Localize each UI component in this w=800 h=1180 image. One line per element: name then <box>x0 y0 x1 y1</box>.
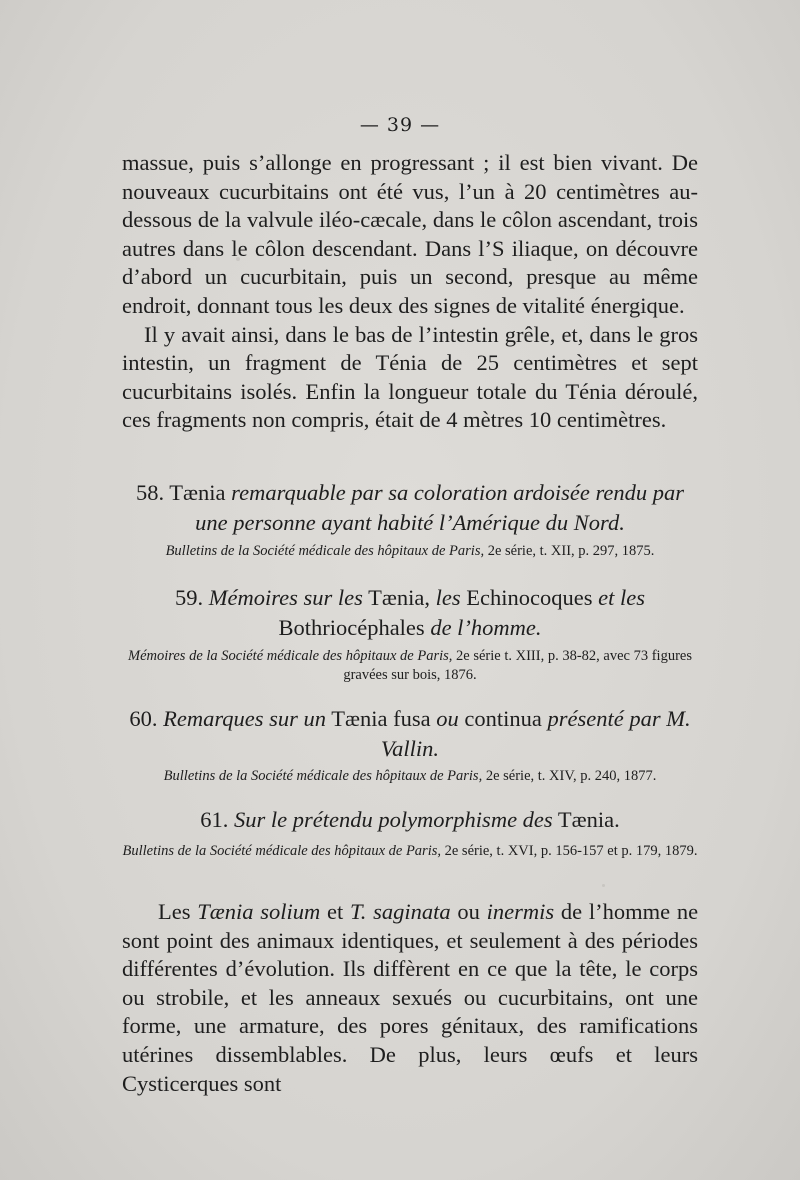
citation-journal: Bulletins de la Société médicale des hôpitaux de Paris, <box>122 843 441 859</box>
citation-details: 2e série, t. XVI, p. 156-157 et p. 179, 1879. <box>444 843 698 859</box>
top-paragraphs <box>122 149 698 435</box>
entry-text-italic: de l’homme. <box>430 615 542 640</box>
entry-text: Echinocoques <box>466 585 593 610</box>
entry-58-title <box>122 478 698 538</box>
entry-text-italic: Remarques sur un <box>163 706 327 731</box>
entry-text: Tænia <box>169 480 226 505</box>
bottom-paragraph <box>122 898 698 1098</box>
entry-text-italic: les <box>435 585 461 610</box>
entry-text: Tænia fusa <box>331 706 431 731</box>
paragraph: Il y avait ainsi, dans le bas de l’intestin grêle, et, dans le gros intestin, un fragment de Ténia de 25 centimètres et sept cucurbitains isolés. Enfin la longueur totale du Ténia déroulé, ces fragments non compris, était de 4 mètres 10 centimètres. <box>122 321 698 433</box>
citation-journal: Bulletins de la Société médicale des hôpitaux de Paris, <box>163 768 483 784</box>
page-number: — 39 — <box>359 114 441 136</box>
entry-text-italic: Sur le prétendu polymorphisme des <box>233 807 553 832</box>
entry-text: Tænia, <box>368 585 431 610</box>
entry-text: Tænia. <box>557 807 620 832</box>
entry-59-citation <box>122 647 698 685</box>
entry-text-italic: Mémoires sur les <box>208 585 363 610</box>
text-run: ou <box>457 899 480 924</box>
citation-details: 2e série t. XIII, p. 38-82, avec 73 figures gravées sur bois, 1876. <box>343 648 692 683</box>
species-name: inermis <box>486 899 555 924</box>
entry-60-citation <box>122 767 698 786</box>
entry-number: 59. <box>175 585 204 610</box>
citation-details: 2e série, t. XIV, p. 240, 1877. <box>485 768 657 784</box>
entry-number: 60. <box>129 706 158 731</box>
citation-details: 2e série, t. XII, p. 297, 1875. <box>487 543 655 559</box>
entry-61-citation <box>122 842 698 861</box>
entry-59-title <box>122 583 698 643</box>
entry-text: continua <box>464 706 542 731</box>
species-name: T. saginata <box>349 899 451 924</box>
entry-58-citation <box>122 542 698 561</box>
entry-text: Bothriocéphales <box>278 615 425 640</box>
species-name: Tænia solium <box>197 899 321 924</box>
text-run: de l’homme ne sont point des animaux identiques, et seulement à des périodes différentes d’évolution. Ils diffèrent en ce que la tête, le corps ou strobile, et les anneaux sexués ou cucurbitains, ont une forme, une armature, des pores génitaux, des ramifications utérines dissemblables. De plus, leurs œufs et leurs Cysticerques sont <box>122 899 699 1096</box>
entry-60-title <box>122 704 698 764</box>
entry-61-title <box>122 805 698 835</box>
entry-text-italic: remarquable par sa coloration ardoisée rendu par une personne ayant habité l’Amérique du Nord. <box>195 480 685 535</box>
citation-journal: Mémoires de la Société médicale des hôpitaux de Paris, <box>128 648 453 664</box>
citation-journal: Bulletins de la Société médicale des hôpitaux de Paris, <box>165 543 485 559</box>
paragraph <box>122 898 698 1098</box>
entry-text-italic: et les <box>598 585 645 610</box>
entry-number: 58. <box>135 480 165 505</box>
entry-text-italic: ou <box>436 706 459 731</box>
text-run: et <box>326 899 344 924</box>
entry-number: 61. <box>200 807 229 832</box>
paper-speck <box>602 884 605 887</box>
entry-text-italic: présenté par M. Vallin. <box>380 706 691 761</box>
text-run: Les <box>158 899 191 924</box>
paragraph: massue, puis s’allonge en progressant ; il est bien vivant. De nouveaux cucurbitains ont été vus, l’un à 20 centimètres au-dessous de la valvule iléo-cæcale, dans le côlon ascendant, trois autres dans le côlon descendant. Dans l’S iliaque, on découvre d’abord un cucurbitain, puis un second, presque au même endroit, donnant tous les deux des signes de vitalité énergique. <box>122 150 698 318</box>
